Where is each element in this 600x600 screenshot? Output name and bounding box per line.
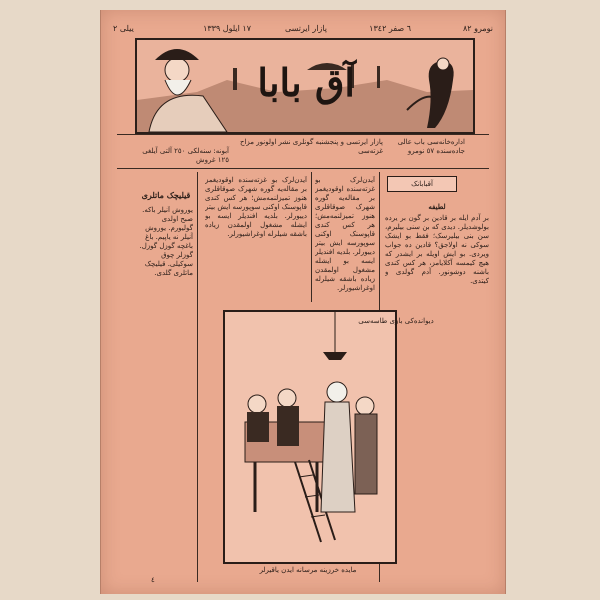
cartoon-drawing bbox=[225, 312, 391, 558]
cartoon-top-caption: دیوانده‌کی بازی طاسه‌سی bbox=[358, 317, 434, 325]
rumi-date: ١٧ ایلول ١٣٣٩ bbox=[203, 24, 251, 33]
issue-number: نومرو ٨٢ bbox=[462, 24, 493, 33]
left-column-poem: یوروش آنیلر باکه. صبح اولدی گولیورم. یوروش آنیلر نه یاپیم. باغ باغچه گوزل گوزل. گوزلر چوق سوکیلی. قیلیچک ماتلری گلدی. bbox=[139, 206, 193, 277]
cartoon-illustration bbox=[223, 310, 397, 564]
divider bbox=[117, 134, 489, 135]
cartoon-caption: مایده خرزینه مرسانه ایدن یاقیرلر bbox=[259, 566, 357, 574]
newspaper-page bbox=[100, 10, 506, 594]
publication-note: پازار ایرتسی و پنجشنبه گونلری نشر اولونور مزاح غزته‌سی bbox=[239, 138, 383, 155]
masthead-banner bbox=[135, 38, 475, 134]
column-divider bbox=[311, 172, 312, 302]
divider bbox=[117, 168, 489, 169]
left-column-title: قیلیچک ماتلری bbox=[141, 190, 191, 200]
section-badge: آقبابانک bbox=[387, 176, 457, 192]
right-column-title: لطیفه bbox=[428, 202, 446, 211]
subscription-price: آبونه: سنه‌لکی ٢٥٠ آلتی آیلغی ١٢٥ غروش bbox=[142, 147, 229, 164]
year-label: ییلی ٢ bbox=[113, 24, 134, 33]
right-column-body: بر آدم ایله بر قادین بر گون بر یرده بولوشدیلر. دیدی که بن سنی بیلیرم، سن بنی بیلیرسک؛ فقط بو ایشک سوکی نه اولاجق؟ قادین ده جواب ویردی. بو ایش اویله بر ایشدر که هیچ کیمسه آکلایامز، هر کس کندی باشنه دوشونور. آدم گولدی و کیتدی. bbox=[385, 214, 489, 285]
office-address: اداره‌خانه‌سی باب عالی جاده‌سنده ٥٧ نومرو bbox=[397, 138, 465, 155]
middle-left-column-text: آیدن‌لرک بو غزته‌سنده اوقودیغمز بر مقاله‌یه گوره شهرک صوقاقلری هنوز تمیزلنمه‌مش؛ هر کس کندی قاپوسنک اوکنی سوپورسه ایش بیتر دییورلر. بلدیه افندیلر ایسه بو ایشله مشغول اولمقدن زیاده باشقه شیلرله اوغراشیورلر. bbox=[205, 176, 307, 238]
masthead-title: آق بابا bbox=[257, 60, 355, 105]
page-number: ٤ bbox=[151, 576, 155, 584]
middle-right-column-text: آیدن‌لرک بو غزته‌سنده اوقودیغمز بر مقاله‌یه گوره شهرک صوقاقلری هنوز تمیزلنمه‌مش؛ هر کس کندی قاپوسنک اوکنی سوپورسه ایش بیتر دییورلر. بلدیه افندیلر ایسه بو ایشله مشغول اولمقدن زیاده باشقه شیلرله اوغراشیورلر. bbox=[315, 176, 375, 292]
weekday: پازار ایرتسی bbox=[284, 24, 327, 33]
right-column-text bbox=[385, 202, 489, 572]
column-divider bbox=[197, 172, 198, 582]
top-info-line bbox=[109, 22, 497, 36]
hijri-date: ٦ صفر ١٣٤٢ bbox=[369, 24, 411, 33]
subheader bbox=[141, 138, 465, 164]
